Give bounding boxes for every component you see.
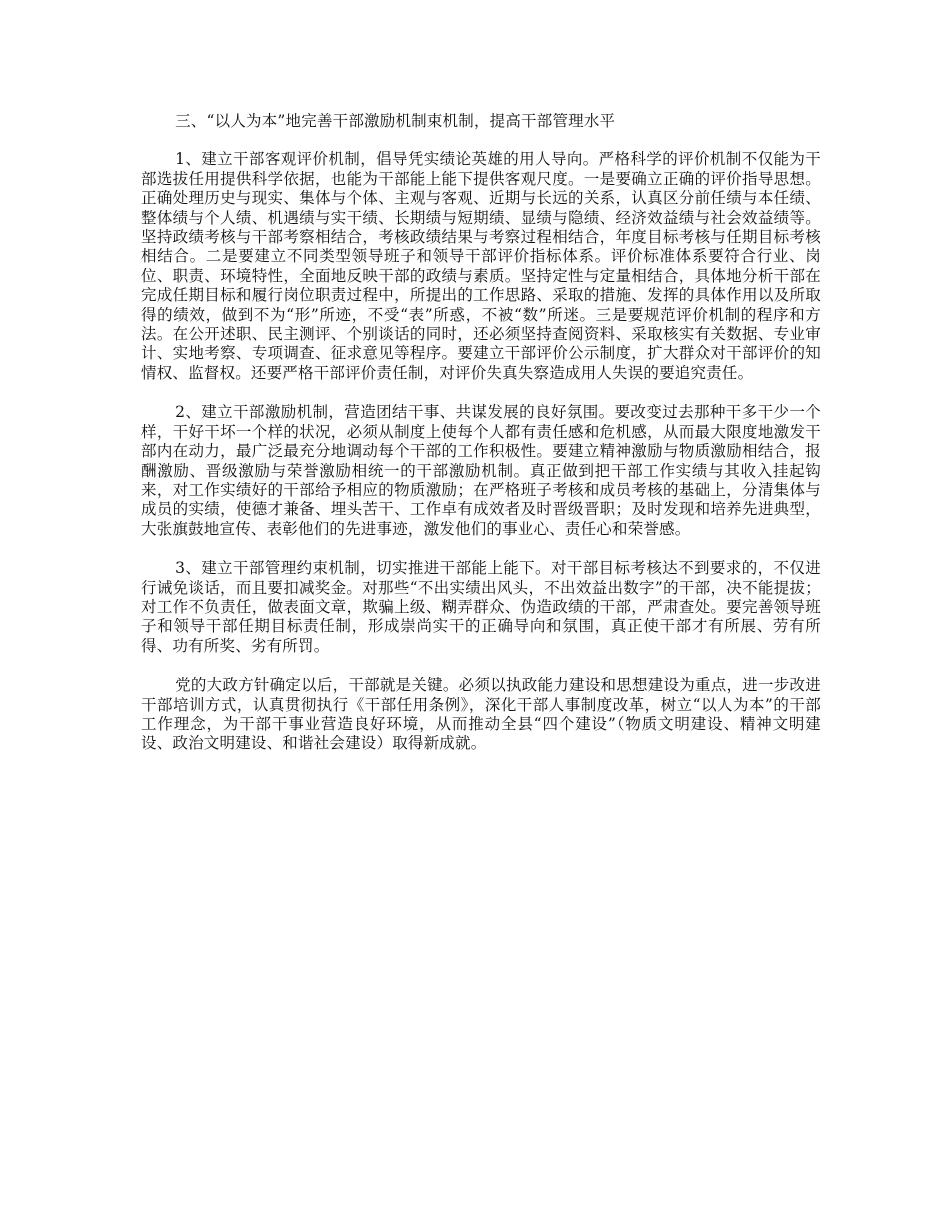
paragraph-constraint-mechanism: 3、建立干部管理约束机制，切实推进干部能上能下。对干部目标考核达不到要求的，不仅进行诫免谈话，而且要扣减奖金。对那些“不出实绩出风头，不出效益出数字”的干部，决不能提拔；对工作不负责任，做表面文章，欺骗上级、糊弄群众、伪造政绩的干部，严肃查处。要完善领导班子和领导干部任期目标责任制，形成崇尚实干的正确导向和氛围，真正使干部才有所展、劳有所得、功有所奖、劣有所罚。: [141, 559, 821, 655]
paragraph-incentive-mechanism: 2、建立干部激励机制，营造团结干事、共谋发展的良好氛围。要改变过去那种干多干少一个样，干好干坏一个样的状况，必须从制度上使每个人都有责任感和危机感，从而最大限度地激发干部内在动力，最广泛最充分地调动每个干部的工作积极性。要建立精神激励与物质激励相结合，报酬激励、晋级激励与荣誉激励相统一的干部激励机制。真正做到把干部工作实绩与其收入挂起钩来，对工作实绩好的干部给予相应的物质激励；在严格班子考核和成员考核的基础上，分清集体与成员的实绩，使德才兼备、埋头苦干、工作卓有成效者及时晋级晋职；及时发现和培养先进典型，大张旗鼓地宣传、表彰他们的先进事迹，激发他们的事业心、责任心和荣誉感。: [141, 403, 821, 538]
section-heading: 三、“以人为本”地完善干部激励机制束机制，提高干部管理水平: [175, 112, 616, 130]
paragraph-conclusion: 党的大政方针确定以后，干部就是关键。必须以执政能力建设和思想建设为重点，进一步改进干部培训方式，认真贯彻执行《干部任用条例》，深化干部人事制度改革，树立“以人为本”的干部工作理念，为干部干事业营造良好环境，从而推动全县“四个建设”（物质文明建设、精神文明建设、政治文明建设、和谐社会建设）取得新成就。: [141, 676, 821, 753]
document-body: [141, 112, 821, 774]
paragraph-evaluation-mechanism: 1、建立干部客观评价机制，倡导凭实绩论英雄的用人导向。严格科学的评价机制不仅能为干部选拔任用提供科学依据，也能为干部能上能下提供客观尺度。一是要确立正确的评价指导思想。正确处理历史与现实、集体与个体、主观与客观、近期与长远的关系，认真区分前任绩与本任绩、整体绩与个人绩、机遇绩与实干绩、长期绩与短期绩、显绩与隐绩、经济效益绩与社会效益绩等。坚持政绩考核与干部考察相结合，考核政绩结果与考察过程相结合，年度目标考核与任期目标考核相结合。二是要建立不同类型领导班子和领导干部评价指标体系。评价标准体系要符合行业、岗位、职责、环境特性，全面地反映干部的政绩与素质。坚持定性与定量相结合，具体地分析干部在完成任期目标和履行岗位职责过程中，所提出的工作思路、采取的措施、发挥的具体作用以及所取得的绩效，做到不为“形”所迹，不受“表”所惑，不被“数”所迷。三是要规范评价机制的程序和方法。在公开述职、民主测评、个别谈话的同时，还必须坚持查阅资料、采取核实有关数据、专业审计、实地考察、专项调查、征求意见等程序。要建立干部评价公示制度，扩大群众对干部评价的知情权、监督权。还要严格干部评价责任制，对评价失真失察造成用人失误的要追究责任。: [141, 150, 821, 382]
